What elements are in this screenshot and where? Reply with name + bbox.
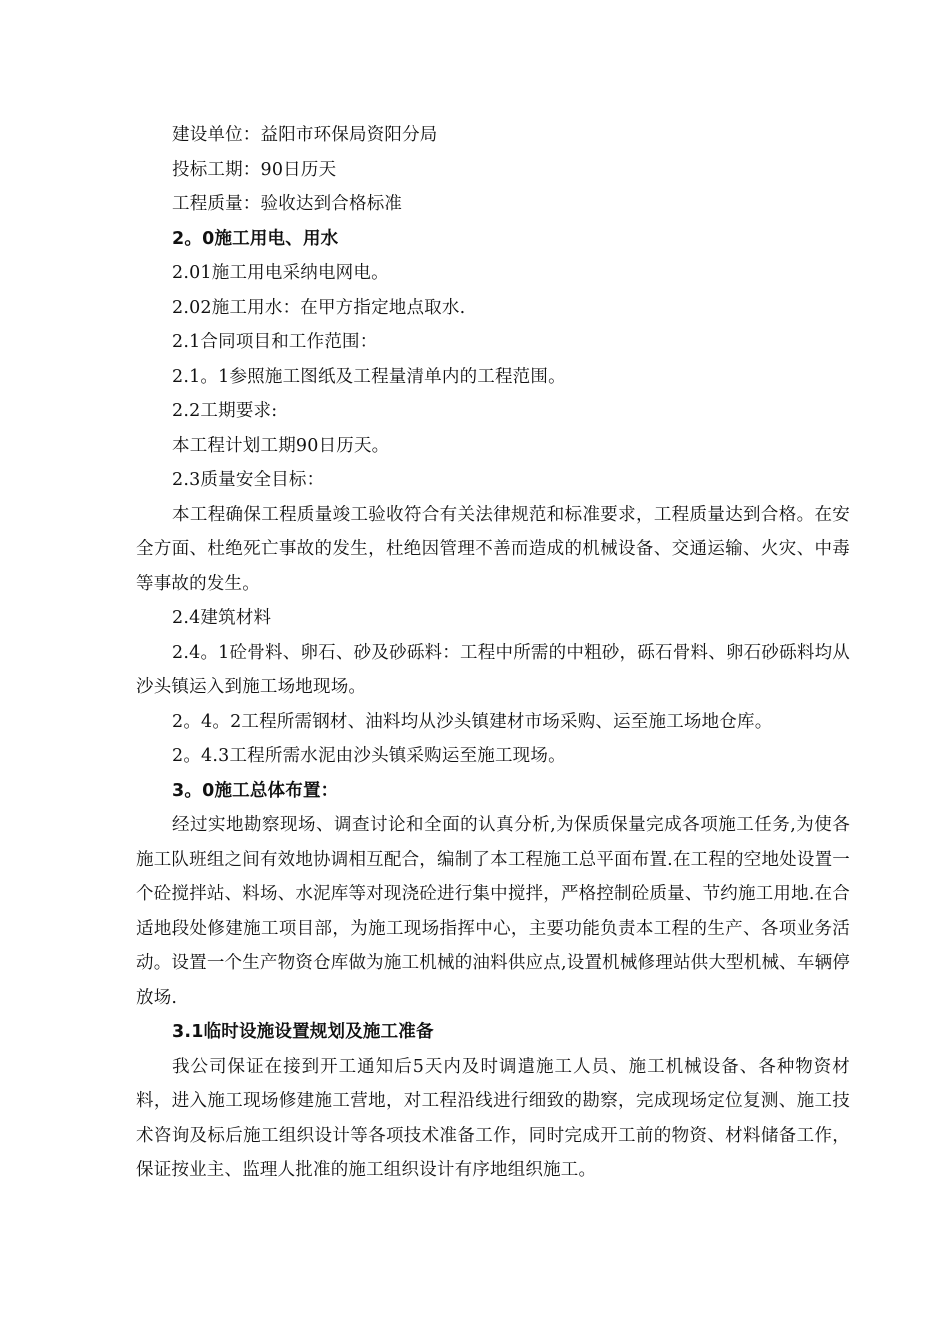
paragraph-2-4-2: 2。4。2工程所需钢材、油料均从沙头镇建材市场采购、运至施工场地仓库。 [172,711,773,732]
construction-unit-line: 建设单位：益阳市环保局资阳分局 [172,125,438,145]
subheading-2-4: 2.4建筑材料 [172,608,272,628]
quality-line: 工程质量：验收达到合格标准 [172,194,403,214]
section-heading-3-1: 3.1临时设施设置规划及施工准备 [172,1022,434,1042]
subheading-2-1: 2.1合同项目和工作范围： [172,332,378,352]
paragraph-3-1-body: 我公司保证在接到开工通知后5天内及时调遣施工人员、施工机械设备、各种物资材料，进入施工现场修建施工营地，对工程沿线进行细致的勘察，完成现场定位复测、施工技术咨询及标后施工组织设计等各项技术准备工作，同时完成开工前的物资、材料储备工作，保证按业主、监理人批准的施工组织设计有序地组织施工。 [136,1056,850,1180]
paragraph-2-3-body: 本工程确保工程质量竣工验收符合有关法律规范和标准要求，工程质量达到合格。在安全方面、杜绝死亡事故的发生，杜绝因管理不善而造成的机械设备、交通运输、火灾、中毒等事故的发生。 [136,504,850,594]
section-heading-3-0: 3。0施工总体布置： [172,780,339,801]
paragraph-2-02: 2.02施工用水：在甲方指定地点取水. [172,297,466,318]
paragraph-2-01: 2.01施工用电采纳电网电。 [172,263,389,283]
paragraph-3-0-body: 经过实地勘察现场、调查讨论和全面的认真分析,为保质保量完成各项施工任务,为使各施工队班组之间有效地协调相互配合，编制了本工程施工总平面布置.在工程的空地处设置一个砼搅拌站、料场、水泥库等对现浇砼进行集中搅拌，严格控制砼质量、节约施工用地.在合适地段处修建施工项目部，为施工现场指挥中心，主要功能负责本工程的生产、各项业务活动。设置一个生产物资仓库做为施工机械的油料供应点,设置机械修理站供大型机械、车辆停放场. [136,815,850,1008]
paragraph-2-1-1: 2.1。1参照施工图纸及工程量清单内的工程范围。 [172,366,566,387]
paragraph-2-4-3: 2。4.3工程所需水泥由沙头镇采购运至施工现场。 [172,746,566,766]
section-heading-2-0: 2。0施工用电、用水 [172,228,339,249]
subheading-2-3: 2.3质量安全目标： [172,470,325,490]
paragraph-2-2-body: 本工程计划工期90日历天。 [172,435,390,456]
subheading-2-2: 2.2工期要求: [172,401,278,421]
paragraph-2-4-1: 2.4。1砼骨料、卵石、砂及砂砾料：工程中所需的中粗砂，砾石骨料、卵石砂砾料均从沙头镇运入到施工场地现场。 [136,642,850,697]
bid-duration-line: 投标工期：90日历天 [172,159,337,180]
